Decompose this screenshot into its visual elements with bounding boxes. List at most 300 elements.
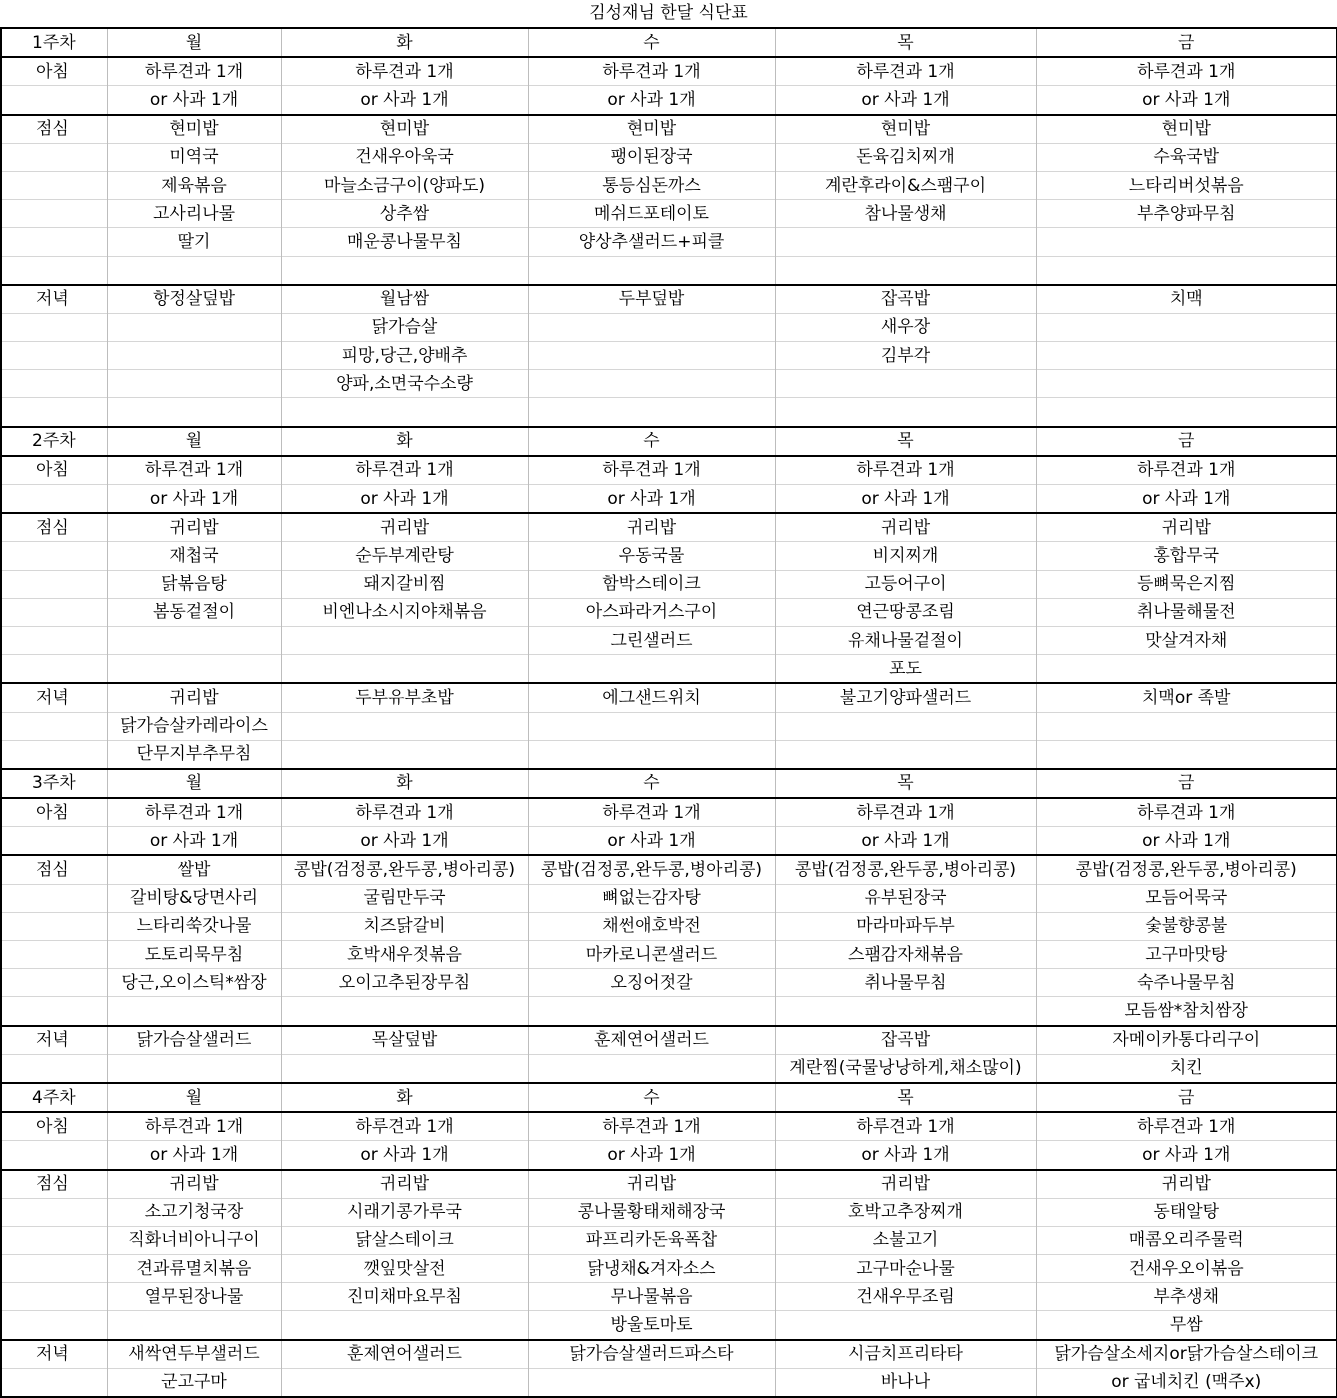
menu-cell-thu: or 사과 1개: [775, 485, 1036, 514]
menu-cell-fri: [1036, 655, 1337, 684]
menu-cell-mon: 딸기: [107, 228, 281, 256]
menu-cell-fri: [1036, 313, 1337, 341]
menu-cell-tue: 마늘소금구이(양파도): [281, 171, 528, 199]
menu-cell-thu: 스팸감자채볶음: [775, 941, 1036, 969]
meal-row: [1, 570, 1337, 598]
meal-row: [1, 398, 1337, 427]
menu-cell-fri: 하루견과 1개: [1036, 57, 1337, 86]
menu-cell-tue: [281, 256, 528, 285]
meal-label-empty: [1, 969, 107, 997]
menu-cell-thu: [775, 712, 1036, 740]
day-header-wed: 수: [528, 1083, 775, 1112]
menu-cell-mon: or 사과 1개: [107, 86, 281, 115]
menu-cell-thu: [775, 228, 1036, 256]
menu-cell-fri: 치킨: [1036, 1054, 1337, 1083]
meal-row: [1, 1054, 1337, 1083]
menu-cell-thu: 고등어구이: [775, 570, 1036, 598]
menu-cell-mon: 쌀밥: [107, 855, 281, 884]
meal-label-breakfast: 아침: [1, 1112, 107, 1141]
day-header-fri: 금: [1036, 427, 1337, 456]
menu-cell-tue: 상추쌈: [281, 200, 528, 228]
menu-cell-wed: [528, 313, 775, 341]
menu-cell-wed: 에그샌드위치: [528, 683, 775, 712]
menu-cell-wed: or 사과 1개: [528, 827, 775, 856]
meal-row: [1, 86, 1337, 115]
menu-cell-thu: [775, 1311, 1036, 1340]
meal-label-empty: [1, 570, 107, 598]
menu-cell-tue: [281, 626, 528, 654]
menu-cell-thu: 비지찌개: [775, 542, 1036, 570]
menu-cell-tue: 굴림만두국: [281, 884, 528, 912]
menu-cell-mon: 직화너비아니구이: [107, 1226, 281, 1254]
menu-cell-wed: 함박스테이크: [528, 570, 775, 598]
menu-cell-mon: 미역국: [107, 143, 281, 171]
day-header-fri: 금: [1036, 28, 1337, 57]
menu-cell-wed: [528, 256, 775, 285]
menu-cell-wed: [528, 1054, 775, 1083]
menu-cell-fri: 콩밥(검정콩,완두콩,병아리콩): [1036, 855, 1337, 884]
meal-label-empty: [1, 1368, 107, 1397]
meal-row: [1, 884, 1337, 912]
menu-cell-mon: [107, 313, 281, 341]
menu-cell-fri: 현미밥: [1036, 115, 1337, 144]
week-label: 4주차: [1, 1083, 107, 1112]
meal-row: [1, 1112, 1337, 1141]
meal-label-lunch: 점심: [1, 513, 107, 542]
menu-cell-thu: [775, 398, 1036, 427]
meal-label-empty: [1, 827, 107, 856]
menu-cell-thu: 계란후라이&스팸구이: [775, 171, 1036, 199]
menu-cell-thu: 포도: [775, 655, 1036, 684]
meal-row: [1, 626, 1337, 654]
menu-cell-thu: 연근땅콩조림: [775, 598, 1036, 626]
menu-cell-fri: [1036, 740, 1337, 769]
day-header-thu: 목: [775, 769, 1036, 798]
menu-cell-tue: [281, 997, 528, 1026]
meal-row: [1, 1141, 1337, 1170]
menu-cell-tue: 목살덮밥: [281, 1026, 528, 1055]
menu-cell-wed: 무나물볶음: [528, 1283, 775, 1311]
menu-cell-wed: 파프리카돈육폭찹: [528, 1226, 775, 1254]
menu-cell-thu: 현미밥: [775, 115, 1036, 144]
menu-cell-tue: [281, 1368, 528, 1397]
day-header-mon: 월: [107, 769, 281, 798]
menu-cell-thu: 귀리밥: [775, 1170, 1036, 1199]
menu-cell-wed: 콩나물황태채해장국: [528, 1198, 775, 1226]
menu-cell-wed: [528, 1368, 775, 1397]
menu-cell-mon: 현미밥: [107, 115, 281, 144]
menu-cell-wed: 닭가슴살샐러드파스타: [528, 1340, 775, 1369]
menu-cell-mon: 닭가슴살샐러드: [107, 1026, 281, 1055]
menu-cell-wed: 콩밥(검정콩,완두콩,병아리콩): [528, 855, 775, 884]
meal-label-empty: [1, 398, 107, 427]
menu-cell-thu: 새우장: [775, 313, 1036, 341]
meal-row: [1, 256, 1337, 285]
menu-cell-mon: or 사과 1개: [107, 827, 281, 856]
menu-cell-wed: 두부덮밥: [528, 285, 775, 314]
menu-cell-thu: or 사과 1개: [775, 1141, 1036, 1170]
day-header-mon: 월: [107, 1083, 281, 1112]
day-header-thu: 목: [775, 28, 1036, 57]
menu-cell-tue: 하루견과 1개: [281, 798, 528, 827]
menu-cell-tue: 하루견과 1개: [281, 1112, 528, 1141]
week-label: 2주차: [1, 427, 107, 456]
day-header-wed: 수: [528, 28, 775, 57]
menu-cell-fri: 귀리밥: [1036, 513, 1337, 542]
menu-cell-tue: 귀리밥: [281, 1170, 528, 1199]
meal-label-empty: [1, 313, 107, 341]
meal-row: [1, 712, 1337, 740]
day-header-tue: 화: [281, 427, 528, 456]
meal-row: [1, 912, 1337, 940]
menu-cell-wed: 채썬애호박전: [528, 912, 775, 940]
meal-row: [1, 285, 1337, 314]
menu-cell-thu: 계란찜(국물낭낭하게,채소많이): [775, 1054, 1036, 1083]
menu-cell-wed: or 사과 1개: [528, 86, 775, 115]
menu-cell-thu: or 사과 1개: [775, 827, 1036, 856]
meal-row: [1, 485, 1337, 514]
meal-label-breakfast: 아침: [1, 57, 107, 86]
week-header-row: [1, 769, 1337, 798]
meal-label-empty: [1, 712, 107, 740]
week-label: 3주차: [1, 769, 107, 798]
meal-row: [1, 683, 1337, 712]
menu-cell-thu: 잡곡밥: [775, 285, 1036, 314]
menu-cell-wed: 그린샐러드: [528, 626, 775, 654]
menu-cell-fri: 매콤오리주물럭: [1036, 1226, 1337, 1254]
meal-label-empty: [1, 370, 107, 398]
meal-row: [1, 997, 1337, 1026]
menu-cell-fri: or 굽네치킨 (맥주x): [1036, 1368, 1337, 1397]
menu-cell-thu: 시금치프리타타: [775, 1340, 1036, 1369]
menu-cell-tue: 호박새우젓볶음: [281, 941, 528, 969]
menu-cell-mon: 귀리밥: [107, 513, 281, 542]
menu-cell-fri: 수육국밥: [1036, 143, 1337, 171]
day-header-wed: 수: [528, 769, 775, 798]
menu-cell-mon: 갈비탕&당면사리: [107, 884, 281, 912]
meal-row: [1, 342, 1337, 370]
meal-label-empty: [1, 1141, 107, 1170]
menu-cell-mon: 귀리밥: [107, 1170, 281, 1199]
menu-cell-mon: [107, 997, 281, 1026]
day-header-thu: 목: [775, 427, 1036, 456]
menu-cell-thu: 콩밥(검정콩,완두콩,병아리콩): [775, 855, 1036, 884]
meal-row: [1, 171, 1337, 199]
menu-cell-thu: 하루견과 1개: [775, 798, 1036, 827]
menu-cell-wed: [528, 398, 775, 427]
menu-cell-thu: or 사과 1개: [775, 86, 1036, 115]
menu-cell-wed: 오징어젓갈: [528, 969, 775, 997]
menu-cell-tue: 양파,소면국수소량: [281, 370, 528, 398]
meal-label-empty: [1, 200, 107, 228]
meal-label-lunch: 점심: [1, 1170, 107, 1199]
meal-label-empty: [1, 598, 107, 626]
menu-cell-mon: [107, 398, 281, 427]
meal-label-dinner: 저녁: [1, 1026, 107, 1055]
menu-cell-tue: [281, 712, 528, 740]
meal-row: [1, 969, 1337, 997]
menu-cell-fri: 고구마맛탕: [1036, 941, 1337, 969]
menu-cell-wed: 귀리밥: [528, 1170, 775, 1199]
menu-cell-mon: [107, 1311, 281, 1340]
menu-cell-fri: 느타리버섯볶음: [1036, 171, 1337, 199]
day-header-tue: 화: [281, 769, 528, 798]
day-header-tue: 화: [281, 28, 528, 57]
meal-row: [1, 542, 1337, 570]
menu-cell-fri: [1036, 342, 1337, 370]
day-header-tue: 화: [281, 1083, 528, 1112]
meal-row: [1, 1226, 1337, 1254]
meal-label-empty: [1, 1054, 107, 1083]
menu-cell-thu: 불고기양파샐러드: [775, 683, 1036, 712]
menu-cell-wed: 우동국물: [528, 542, 775, 570]
day-header-thu: 목: [775, 1083, 1036, 1112]
menu-cell-mon: or 사과 1개: [107, 1141, 281, 1170]
week-header-row: [1, 28, 1337, 57]
meal-label-breakfast: 아침: [1, 456, 107, 485]
menu-cell-wed: 하루견과 1개: [528, 798, 775, 827]
meal-row: [1, 798, 1337, 827]
menu-cell-fri: 하루견과 1개: [1036, 456, 1337, 485]
menu-cell-tue: 귀리밥: [281, 513, 528, 542]
day-header-fri: 금: [1036, 1083, 1337, 1112]
menu-cell-mon: 닭볶음탕: [107, 570, 281, 598]
meal-label-lunch: 점심: [1, 115, 107, 144]
menu-cell-fri: 귀리밥: [1036, 1170, 1337, 1199]
meal-label-empty: [1, 485, 107, 514]
menu-cell-thu: 고구마순나물: [775, 1255, 1036, 1283]
meal-row: [1, 228, 1337, 256]
menu-cell-thu: 하루견과 1개: [775, 456, 1036, 485]
menu-cell-fri: 건새우오이볶음: [1036, 1255, 1337, 1283]
meal-label-empty: [1, 228, 107, 256]
menu-cell-thu: 마라마파두부: [775, 912, 1036, 940]
menu-cell-thu: 유채나물겉절이: [775, 626, 1036, 654]
menu-cell-fri: 부추양파무침: [1036, 200, 1337, 228]
menu-cell-fri: 맛살겨자채: [1036, 626, 1337, 654]
menu-cell-tue: or 사과 1개: [281, 485, 528, 514]
meal-row: [1, 115, 1337, 144]
meal-row: [1, 1198, 1337, 1226]
menu-cell-mon: 하루견과 1개: [107, 1112, 281, 1141]
menu-cell-tue: 오이고추된장무침: [281, 969, 528, 997]
meal-row: [1, 57, 1337, 86]
menu-cell-mon: 도토리묵무침: [107, 941, 281, 969]
menu-cell-fri: 동태알탕: [1036, 1198, 1337, 1226]
meal-label-empty: [1, 1311, 107, 1340]
meal-row: [1, 1170, 1337, 1199]
week-header-row: [1, 427, 1337, 456]
menu-cell-tue: [281, 1054, 528, 1083]
day-header-wed: 수: [528, 427, 775, 456]
meal-row: [1, 513, 1337, 542]
meal-row: [1, 1311, 1337, 1340]
meal-label-empty: [1, 626, 107, 654]
menu-cell-mon: 소고기청국장: [107, 1198, 281, 1226]
menu-cell-wed: 훈제연어샐러드: [528, 1026, 775, 1055]
menu-cell-fri: or 사과 1개: [1036, 1141, 1337, 1170]
menu-cell-wed: [528, 997, 775, 1026]
menu-cell-wed: 양상추샐러드+피클: [528, 228, 775, 256]
menu-cell-fri: 숯불향콩불: [1036, 912, 1337, 940]
meal-row: [1, 143, 1337, 171]
meal-row: [1, 1255, 1337, 1283]
meal-row: [1, 1283, 1337, 1311]
meal-label-dinner: 저녁: [1, 1340, 107, 1369]
menu-cell-mon: 봄동겉절이: [107, 598, 281, 626]
menu-cell-wed: [528, 655, 775, 684]
meal-label-empty: [1, 542, 107, 570]
menu-cell-fri: 숙주나물무침: [1036, 969, 1337, 997]
meal-label-empty: [1, 655, 107, 684]
menu-cell-fri: 홍합무국: [1036, 542, 1337, 570]
menu-cell-tue: 매운콩나물무침: [281, 228, 528, 256]
meal-row: [1, 855, 1337, 884]
menu-cell-fri: or 사과 1개: [1036, 485, 1337, 514]
menu-cell-mon: 견과류멸치볶음: [107, 1255, 281, 1283]
menu-cell-tue: [281, 740, 528, 769]
menu-cell-wed: or 사과 1개: [528, 485, 775, 514]
meal-label-empty: [1, 256, 107, 285]
menu-cell-fri: 등뼈묵은지찜: [1036, 570, 1337, 598]
menu-cell-wed: 팽이된장국: [528, 143, 775, 171]
menu-cell-thu: 귀리밥: [775, 513, 1036, 542]
menu-cell-tue: 닭가슴살: [281, 313, 528, 341]
menu-cell-mon: [107, 655, 281, 684]
meal-label-empty: [1, 941, 107, 969]
menu-cell-fri: or 사과 1개: [1036, 86, 1337, 115]
menu-cell-fri: 치맥: [1036, 285, 1337, 314]
meal-label-dinner: 저녁: [1, 683, 107, 712]
menu-cell-wed: 귀리밥: [528, 513, 775, 542]
menu-cell-mon: 제육볶음: [107, 171, 281, 199]
menu-cell-mon: 느타리쑥갓나물: [107, 912, 281, 940]
menu-cell-mon: 군고구마: [107, 1368, 281, 1397]
menu-cell-fri: [1036, 370, 1337, 398]
meal-row: [1, 941, 1337, 969]
menu-cell-thu: 참나물생채: [775, 200, 1036, 228]
menu-cell-thu: 호박고추장찌개: [775, 1198, 1036, 1226]
menu-cell-wed: 메쉬드포테이토: [528, 200, 775, 228]
meal-label-empty: [1, 86, 107, 115]
menu-cell-tue: 닭살스테이크: [281, 1226, 528, 1254]
menu-cell-mon: 하루견과 1개: [107, 798, 281, 827]
menu-cell-wed: 마카로니콘샐러드: [528, 941, 775, 969]
menu-cell-tue: 두부유부초밥: [281, 683, 528, 712]
menu-cell-fri: [1036, 256, 1337, 285]
menu-cell-thu: [775, 740, 1036, 769]
meal-label-lunch: 점심: [1, 855, 107, 884]
menu-cell-wed: 하루견과 1개: [528, 57, 775, 86]
menu-cell-thu: [775, 256, 1036, 285]
menu-cell-fri: 하루견과 1개: [1036, 1112, 1337, 1141]
menu-cell-mon: [107, 1054, 281, 1083]
meal-row: [1, 370, 1337, 398]
meal-plan-table: [0, 27, 1337, 1398]
menu-cell-wed: or 사과 1개: [528, 1141, 775, 1170]
menu-cell-fri: [1036, 228, 1337, 256]
menu-cell-thu: [775, 997, 1036, 1026]
menu-cell-tue: 하루견과 1개: [281, 456, 528, 485]
week-label: 1주차: [1, 28, 107, 57]
meal-label-breakfast: 아침: [1, 798, 107, 827]
menu-cell-fri: 치맥or 족발: [1036, 683, 1337, 712]
day-header-mon: 월: [107, 28, 281, 57]
menu-cell-wed: 방울토마토: [528, 1311, 775, 1340]
menu-cell-wed: 하루견과 1개: [528, 456, 775, 485]
meal-label-empty: [1, 1226, 107, 1254]
menu-cell-fri: 자메이카통다리구이: [1036, 1026, 1337, 1055]
menu-cell-wed: 통등심돈까스: [528, 171, 775, 199]
menu-cell-fri: 모듬어묵국: [1036, 884, 1337, 912]
menu-cell-fri: [1036, 398, 1337, 427]
menu-cell-thu: 하루견과 1개: [775, 57, 1036, 86]
menu-cell-mon: [107, 256, 281, 285]
menu-cell-thu: 건새우무조림: [775, 1283, 1036, 1311]
meal-row: [1, 1026, 1337, 1055]
menu-cell-fri: 모듬쌈*참치쌈장: [1036, 997, 1337, 1026]
menu-cell-mon: 귀리밥: [107, 683, 281, 712]
menu-cell-tue: 치즈닭갈비: [281, 912, 528, 940]
menu-cell-thu: 소불고기: [775, 1226, 1036, 1254]
meal-row: [1, 200, 1337, 228]
meal-row: [1, 740, 1337, 769]
menu-cell-tue: or 사과 1개: [281, 827, 528, 856]
menu-cell-tue: 시래기콩가루국: [281, 1198, 528, 1226]
menu-cell-tue: 피망,당근,양배추: [281, 342, 528, 370]
menu-cell-tue: 콩밥(검정콩,완두콩,병아리콩): [281, 855, 528, 884]
menu-cell-thu: 돈육김치찌개: [775, 143, 1036, 171]
menu-cell-thu: 취나물무침: [775, 969, 1036, 997]
meal-row: [1, 827, 1337, 856]
menu-cell-thu: 바나나: [775, 1368, 1036, 1397]
meal-row: [1, 456, 1337, 485]
menu-cell-wed: [528, 740, 775, 769]
menu-cell-thu: 김부각: [775, 342, 1036, 370]
meal-row: [1, 1340, 1337, 1369]
meal-row: [1, 1368, 1337, 1397]
menu-cell-tue: [281, 1311, 528, 1340]
menu-cell-mon: 당근,오이스틱*쌈장: [107, 969, 281, 997]
menu-cell-tue: 월남쌈: [281, 285, 528, 314]
menu-cell-wed: 하루견과 1개: [528, 1112, 775, 1141]
menu-cell-wed: [528, 370, 775, 398]
menu-cell-mon: 고사리나물: [107, 200, 281, 228]
menu-cell-wed: 현미밥: [528, 115, 775, 144]
menu-cell-fri: [1036, 712, 1337, 740]
day-header-fri: 금: [1036, 769, 1337, 798]
menu-cell-wed: [528, 712, 775, 740]
menu-cell-wed: 닭냉채&겨자소스: [528, 1255, 775, 1283]
menu-cell-mon: 열무된장나물: [107, 1283, 281, 1311]
meal-label-empty: [1, 1255, 107, 1283]
menu-cell-tue: [281, 655, 528, 684]
sheet-title: 김성재님 한달 식단표: [589, 3, 748, 23]
menu-cell-tue: 훈제연어샐러드: [281, 1340, 528, 1369]
menu-cell-mon: [107, 342, 281, 370]
menu-cell-fri: 무쌈: [1036, 1311, 1337, 1340]
menu-cell-tue: 돼지갈비찜: [281, 570, 528, 598]
menu-cell-tue: 하루견과 1개: [281, 57, 528, 86]
menu-cell-wed: [528, 342, 775, 370]
meal-row: [1, 655, 1337, 684]
meal-row: [1, 313, 1337, 341]
day-header-mon: 월: [107, 427, 281, 456]
menu-cell-thu: [775, 370, 1036, 398]
menu-cell-mon: 새싹연두부샐러드: [107, 1340, 281, 1369]
menu-cell-mon: 재첩국: [107, 542, 281, 570]
meal-label-empty: [1, 143, 107, 171]
